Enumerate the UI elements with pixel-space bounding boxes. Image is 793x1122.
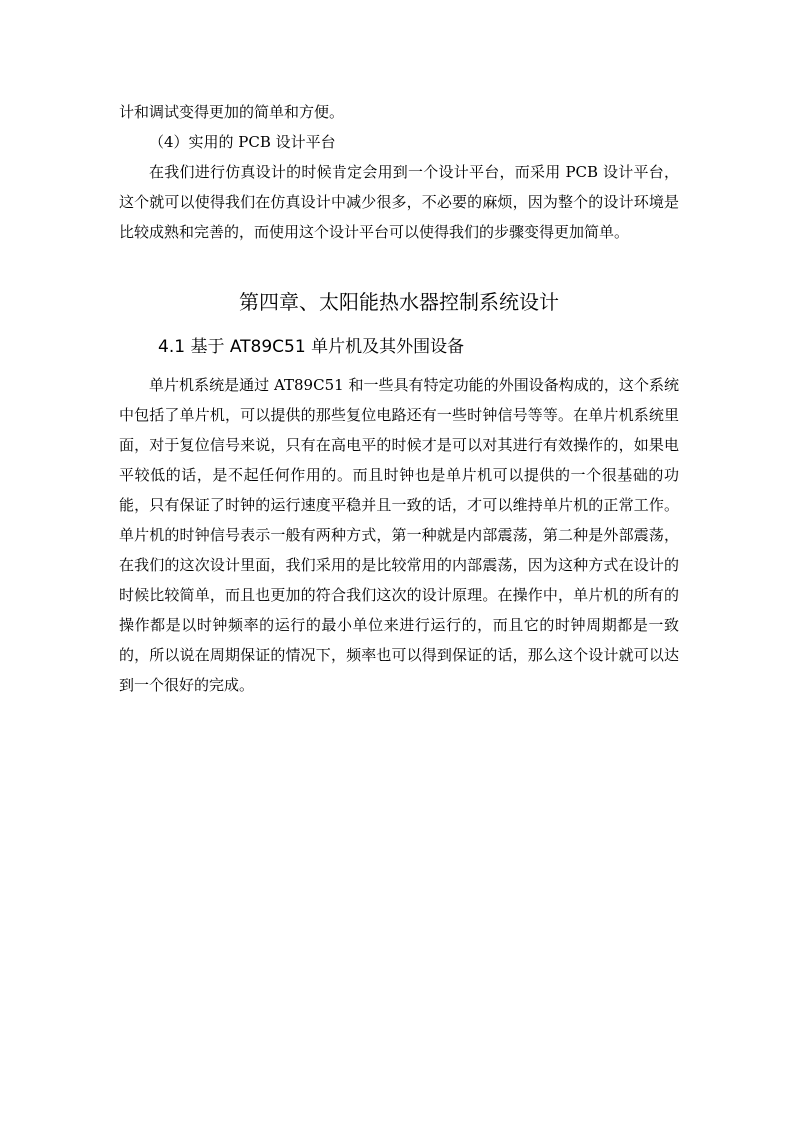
paragraph-mcu-system: 单片机系统是通过 AT89C51 和一些具有特定功能的外围设备构成的，这个系统中包括了单片机，可以提供的那些复位电路还有一些时钟信号等等。在单片机系统里面，对于复位信号来说，只有在高电平的时候才是可以对其进行有效操作的，如果电平较低的话，是不起任何作用的。而且时钟也是单片机可以提供的一个很基础的功能，只有保证了时钟的运行速度平稳并且一致的话，才可以维持单片机的正常工作。单片机的时钟信号表示一般有两种方式，第一种就是内部震荡，第二种是外部震荡，在我们的这次设计里面，我们采用的是比较常用的内部震荡，因为这种方式在设计的时候比较简单，而且也更加的符合我们这次的设计原理。在操作中，单片机的所有的操作都是以时钟频率的运行的最小单位来进行运行的，而且它的时钟周期都是一致的，所以说在周期保证的情况下，频率也可以得到保证的话，那么这个设计就可以达到一个很好的完成。 [119, 376, 679, 694]
paragraph-pcb-platform: 在我们进行仿真设计的时候肯定会用到一个设计平台，而采用 PCB 设计平台，这个就可以使得我们在仿真设计中减少很多，不必要的麻烦，因为整个的设计环境是比较成熟和完善的，而使用这个设计平台可以使得我们的步骤变得更加简单。 [119, 163, 679, 241]
item-4-heading: （4）实用的 PCB 设计平台 [149, 133, 336, 151]
section-title: 4.1 基于 AT89C51 单片机及其外围设备 [158, 337, 465, 357]
chapter-title: 第四章、太阳能热水器控制系统设计 [239, 290, 559, 314]
paragraph-continuation: 计和调试变得更加的简单和方便。 [119, 103, 345, 121]
